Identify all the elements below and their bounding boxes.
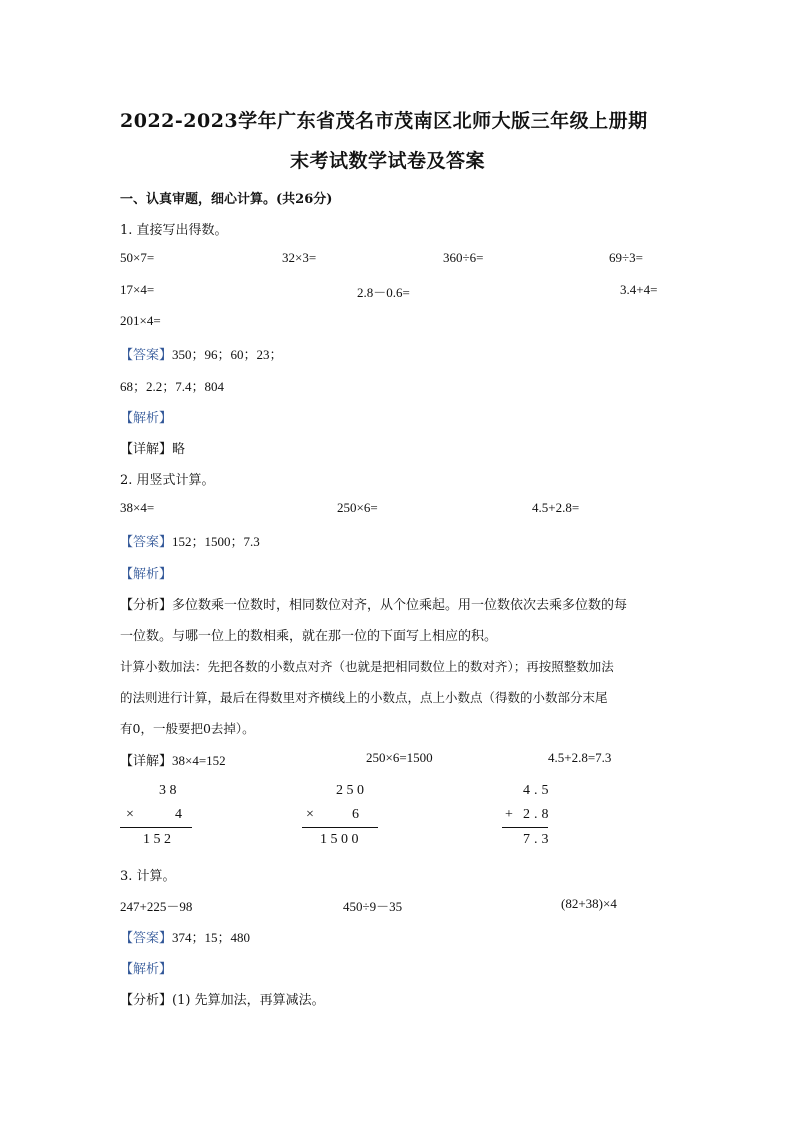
q3-problem: 247+225－98	[120, 899, 193, 914]
q2-problem: 38×4=	[120, 500, 155, 515]
q2-answer	[120, 531, 260, 550]
v3-line	[502, 827, 548, 828]
document-title-line2: 末考试数学试卷及答案	[290, 150, 486, 172]
detail-label: 【详解】	[120, 754, 173, 769]
document-title-line1: 2022-2023学年广东省茂名市茂南区北师大版三年级上册期	[120, 110, 648, 132]
q2-problem: 4.5+2.8=	[532, 500, 580, 515]
answer-text: 374；15；480	[172, 930, 251, 945]
question-1-prompt: 1. 直接写出得数。	[120, 223, 228, 238]
v1-result: 1 5 2	[143, 832, 171, 847]
answer-label: 【答案】	[120, 931, 173, 946]
v2-line	[302, 827, 378, 828]
q1-problem: 360÷6=	[443, 250, 484, 265]
q2-problem: 250×6=	[337, 500, 378, 515]
detail-result: 250×6=1500	[366, 750, 433, 765]
decimal-rule-text: 计算小数加法：先把各数的小数点对齐（也就是把相同数位上的数对齐）；再按照整数加法	[120, 659, 614, 674]
detail-result: 38×4=152	[172, 753, 226, 768]
q3-problem: 450÷9－35	[343, 899, 403, 914]
q1-problem: 17×4=	[120, 282, 155, 297]
v2-second: 6	[352, 807, 359, 822]
v3-operator: +	[505, 807, 513, 822]
v2-top: 2 5 0	[336, 783, 364, 798]
answer-text: 350；96；60；23；	[172, 347, 283, 362]
question-3-prompt: 3. 计算。	[120, 869, 176, 884]
detail-label: 【详解】	[120, 442, 173, 457]
q2-detail	[120, 750, 226, 769]
v1-second: 4	[175, 807, 182, 822]
detail-text: 略	[172, 442, 186, 457]
decimal-rule-text: 有0，一般要把0去掉）。	[120, 721, 255, 736]
q1-problem: 2.8－0.6=	[357, 285, 410, 300]
v1-line	[120, 827, 192, 828]
q1-problem: 201×4=	[120, 313, 161, 328]
q1-answer	[120, 344, 283, 363]
q3-problem: (82+38)×4	[561, 896, 617, 911]
q3-fenxi	[120, 989, 325, 1008]
answer-label: 【答案】	[120, 535, 173, 550]
fenxi-text: (1) 先算加法，再算减法。	[172, 993, 325, 1008]
q1-problem: 50×7=	[120, 250, 155, 265]
fenxi-text-continued: 一位数。与哪一位上的数相乘，就在那一位的下面写上相应的积。	[120, 629, 498, 644]
v3-result: 7.3	[523, 832, 553, 847]
question-2-prompt: 2. 用竖式计算。	[120, 473, 215, 488]
q1-problem: 3.4+4=	[620, 282, 658, 297]
analysis-label: 【解析】	[120, 567, 173, 582]
analysis-label: 【解析】	[120, 411, 173, 426]
v2-operator: ×	[306, 807, 314, 822]
detail-result: 4.5+2.8=7.3	[548, 750, 612, 765]
section-heading: 一、认真审题，细心计算。(共26分)	[120, 192, 333, 207]
v3-top: 4.5	[523, 783, 553, 798]
fenxi-label: 【分析】	[120, 993, 173, 1008]
q1-problem: 32×3=	[282, 250, 317, 265]
fenxi-label: 【分析】	[120, 598, 173, 613]
q3-answer	[120, 927, 250, 946]
q2-fenxi	[120, 594, 627, 613]
v3-second: 2.8	[523, 807, 553, 822]
q1-problem: 69÷3=	[609, 250, 643, 265]
v2-result: 1 5 0 0	[320, 832, 359, 847]
answer-label: 【答案】	[120, 348, 173, 363]
fenxi-text: 多位数乘一位数时，相同数位对齐，从个位乘起。用一位数依次去乘多位数的每	[172, 598, 628, 613]
answer-text-continued: 68；2.2；7.4；804	[120, 379, 225, 394]
v1-operator: ×	[126, 807, 134, 822]
v1-top: 3 8	[159, 783, 177, 798]
answer-text: 152；1500；7.3	[172, 534, 260, 549]
q1-detail	[120, 438, 185, 457]
analysis-label: 【解析】	[120, 962, 173, 977]
decimal-rule-text: 的法则进行计算，最后在得数里对齐横线上的小数点，点上小数点（得数的小数部分末尾	[120, 690, 608, 705]
